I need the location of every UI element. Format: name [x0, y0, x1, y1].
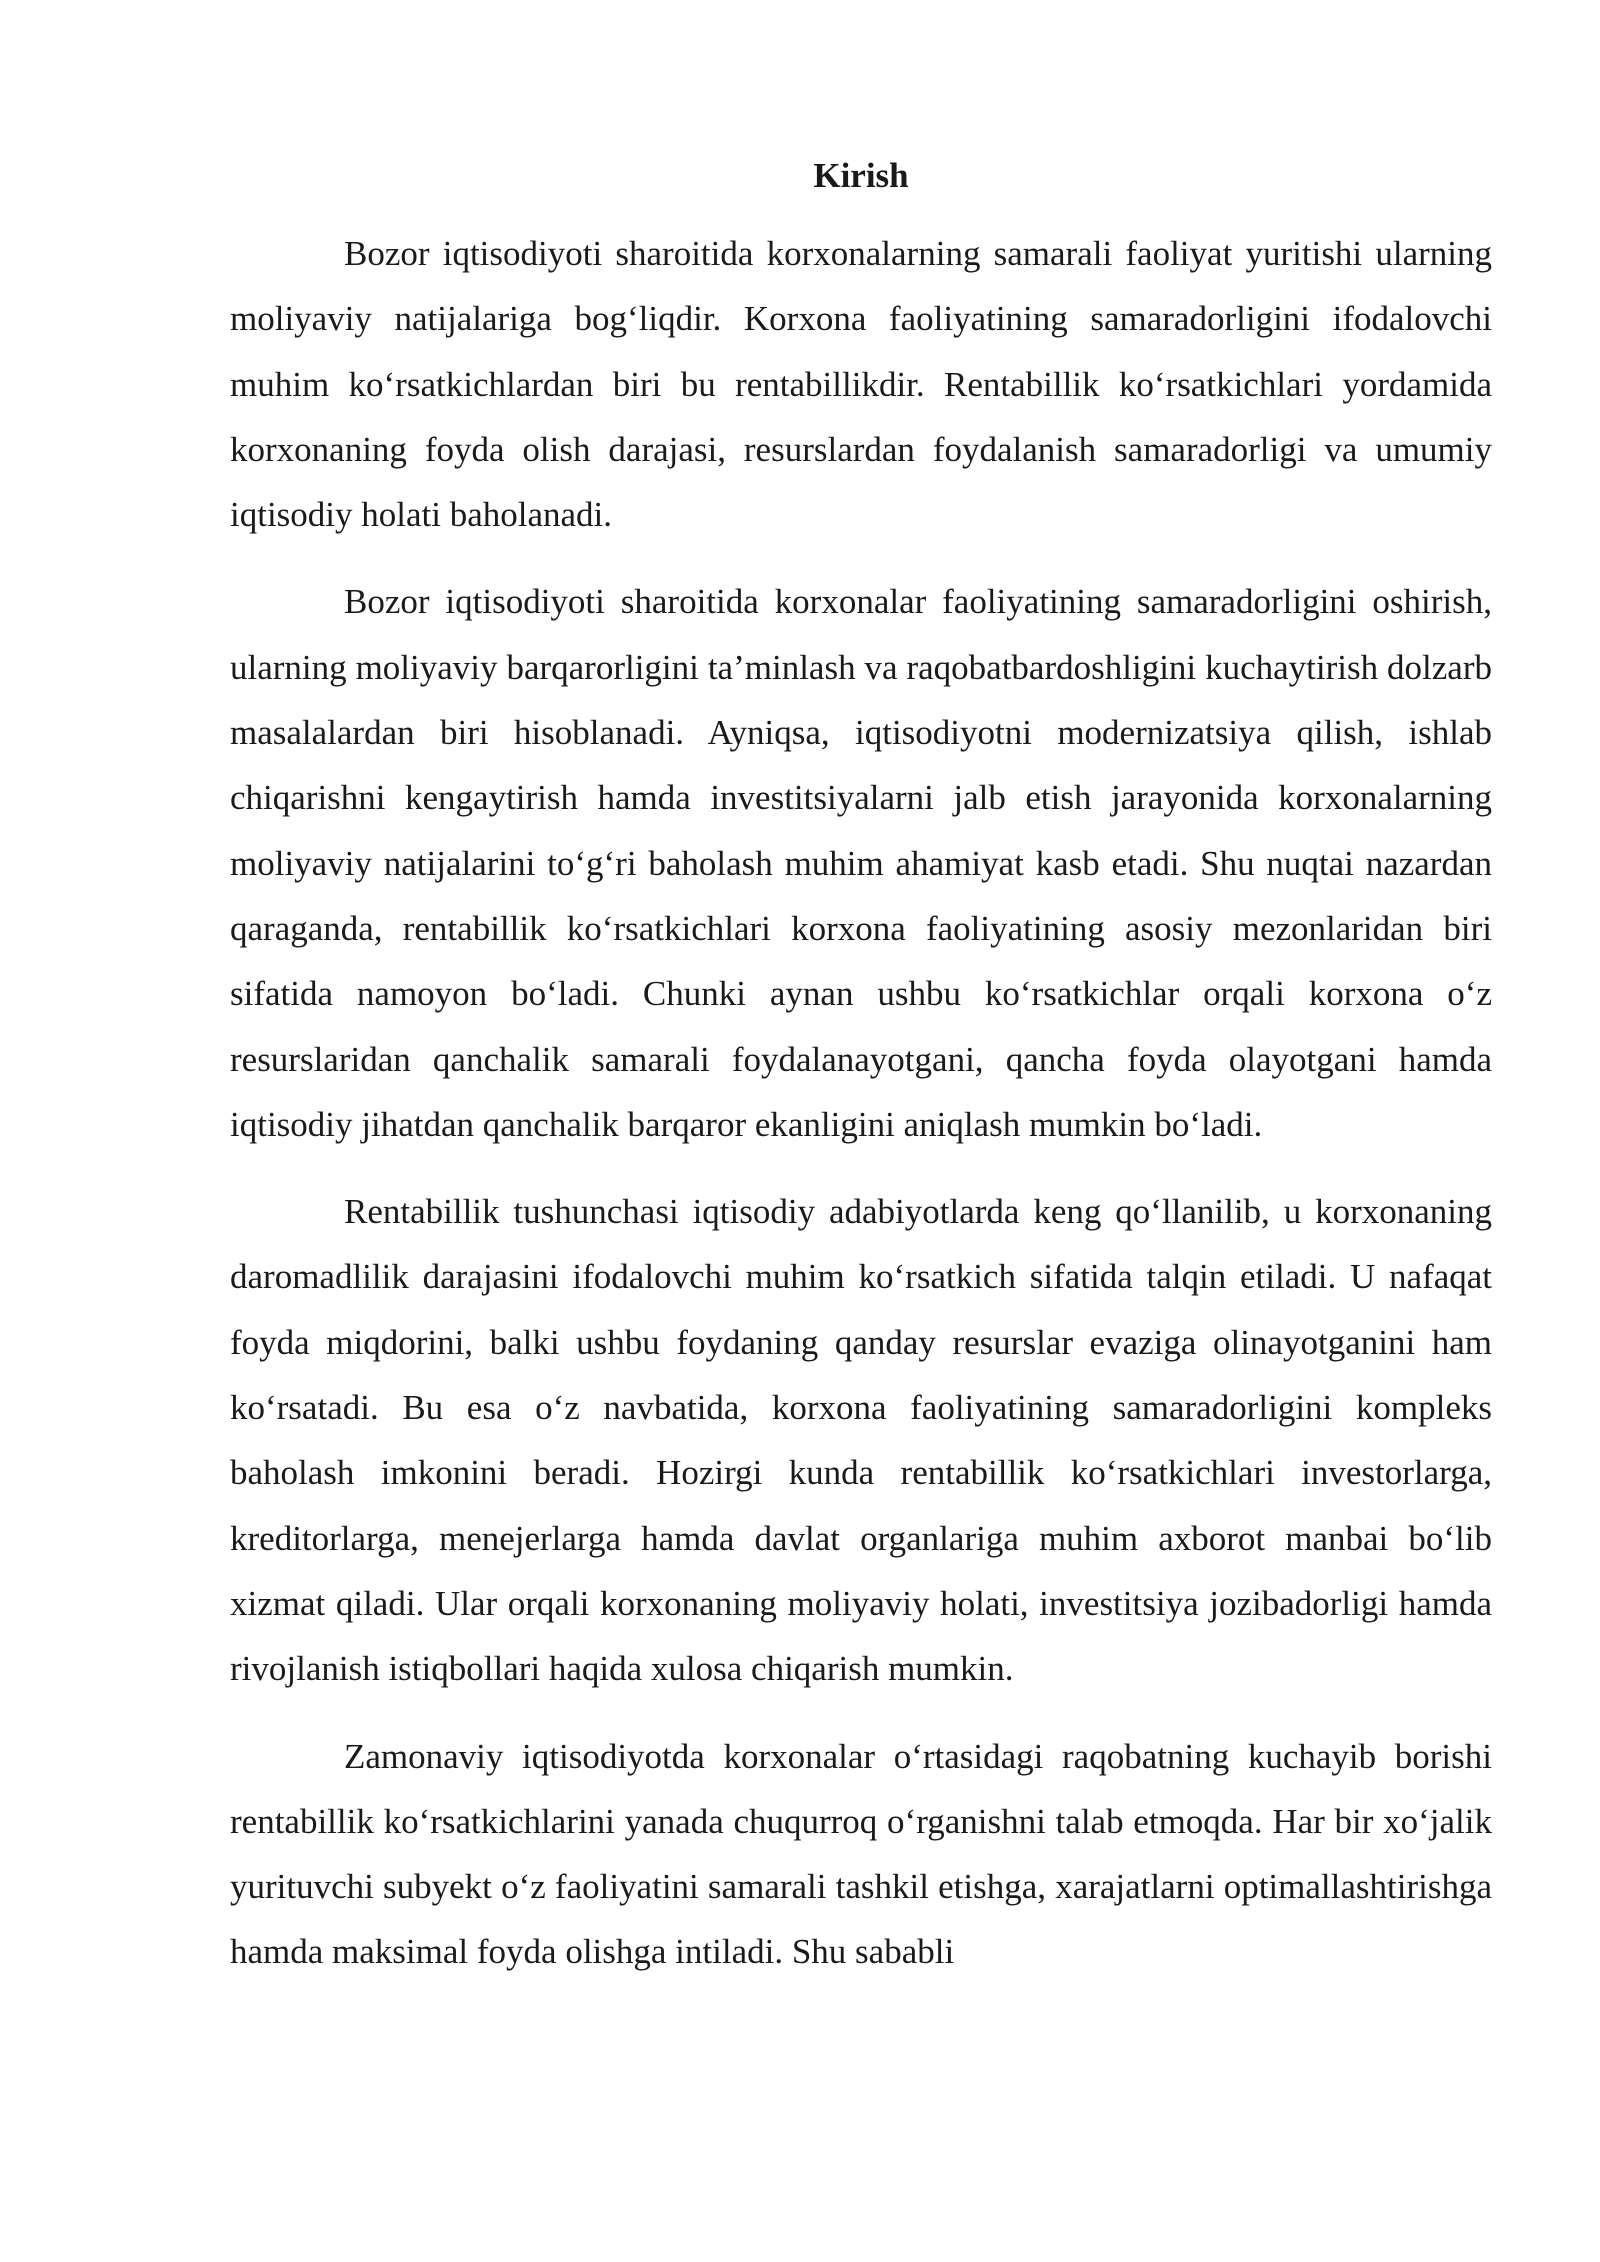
- paragraph-2: Bozor iqtisodiyoti sharoitida korxonalar faoliyatining samaradorligini oshirish, ularning moliyaviy barqarorligini ta’minlash va raqobatbardoshligini kuchaytirish dolzarb masalalardan biri hisoblanadi. Ayniqsa, iqtisodiyotni modernizatsiya qilish, ishlab chiqarishni kengaytirish hamda investitsiyalarni jalb etish jarayonida korxonalarning moliyaviy natijalarini to‘g‘ri baholash muhim ahamiyat kasb etadi. Shu nuqtai nazardan qaraganda, rentabillik ko‘rsatkichlari korxona faoliyatining asosiy mezonlaridan biri sifatida namoyon bo‘ladi. Chunki aynan ushbu ko‘rsatkichlar orqali korxona o‘z resurslaridan qanchalik samarali foydalanayotgani, qancha foyda olayotgani hamda iqtisodiy jihatdan qanchalik barqaror ekanligini aniqlash mumkin bo‘ladi.: [230, 582, 1492, 1144]
- document-body: [230, 150, 1492, 2007]
- paragraph-4: Zamonaviy iqtisodiyotda korxonalar o‘rtasidagi raqobatning kuchayib borishi rentabillik ko‘rsatkichlarini yanada chuqurroq o‘rganishni talab etmoqda. Har bir xo‘jalik yurituvchi subyekt o‘z faoliyatini samarali tashkil etishga, xarajatlarni optimallashtirishga hamda maksimal foyda olishga intiladi. Shu sababli: [230, 1736, 1492, 1972]
- document-title: Kirish: [813, 156, 909, 195]
- paragraph-1: Bozor iqtisodiyoti sharoitida korxonalarning samarali faoliyat yuritishi ularning moliyaviy natijalariga bog‘liqdir. Korxona faoliyatining samaradorligini ifodalovchi muhim ko‘rsatkichlardan biri bu rentabillikdir. Rentabillik ko‘rsatkichlari yordamida korxonaning foyda olish darajasi, resurslardan foydalanish samaradorligi va umumiy iqtisodiy holati baholanadi.: [230, 234, 1492, 535]
- paragraph-3: Rentabillik tushunchasi iqtisodiy adabiyotlarda keng qo‘llanilib, u korxonaning daromadlilik darajasini ifodalovchi muhim ko‘rsatkich sifatida talqin etiladi. U nafaqat foyda miqdorini, balki ushbu foydaning qanday resurslar evaziga olinayotganini ham ko‘rsatadi. Bu esa o‘z navbatida, korxona faoliyatining samaradorligini kompleks baholash imkonini beradi. Hozirgi kunda rentabillik ko‘rsatkichlari investorlarga, kreditorlarga, menejerlarga hamda davlat organlariga muhim axborot manbai bo‘lib xizmat qiladi. Ular orqali korxonaning moliyaviy holati, investitsiya jozibadorligi hamda rivojlanish istiqbollari haqida xulosa chiqarish mumkin.: [230, 1192, 1492, 1689]
